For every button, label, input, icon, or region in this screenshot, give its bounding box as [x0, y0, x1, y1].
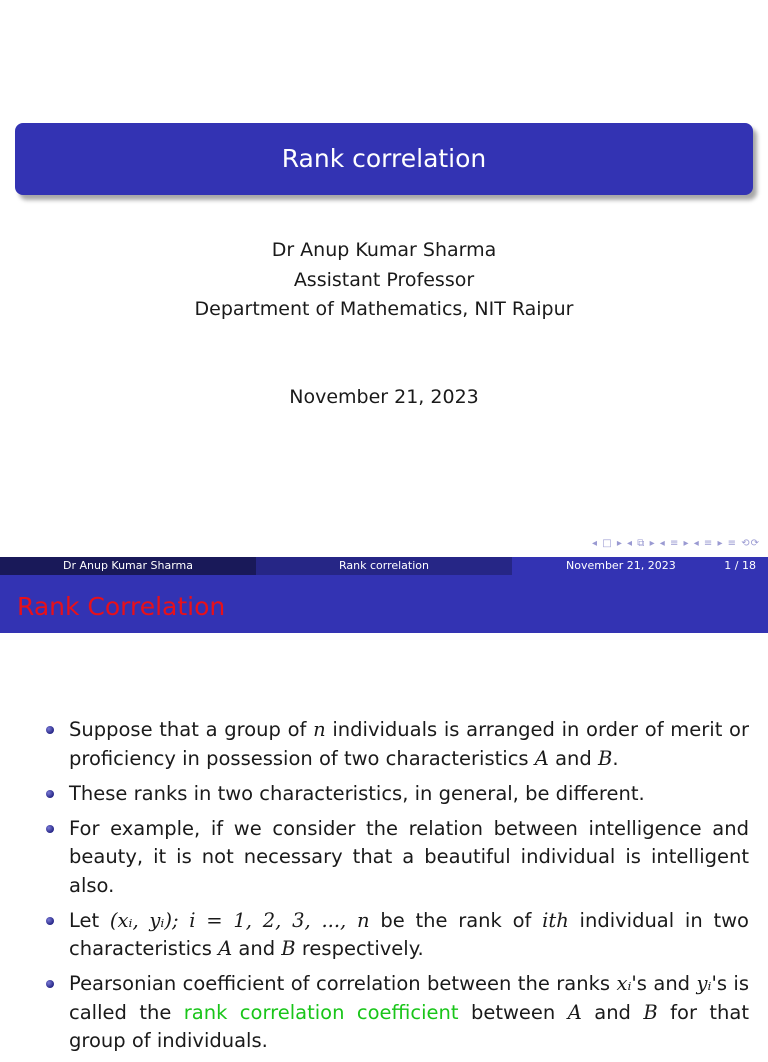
footer-date: November 21, 2023: [566, 559, 676, 572]
bullet-icon: [46, 917, 54, 925]
navigation-icons[interactable]: ◂ □ ▸ ◂ ⧉ ▸ ◂ ≡ ▸ ◂ ≡ ▸ ≡ ⟲⟳: [592, 538, 760, 549]
slide-title: Rank correlation: [281, 144, 487, 173]
highlighted-term: rank correlation coefficient: [183, 1000, 459, 1024]
author-affiliation: Department of Mathematics, NIT Raipur: [194, 298, 574, 320]
bullet-icon: [46, 825, 54, 833]
bullet-icon: [46, 790, 54, 798]
bullet-list: [44, 716, 749, 1062]
list-item: Suppose that a group of n individuals is arranged in order of merit or proficiency in possession of two characteristics A and B.: [44, 716, 749, 773]
presentation-date: November 21, 2023: [289, 386, 479, 408]
author-position: Assistant Professor: [293, 268, 475, 291]
bullet-icon: [46, 726, 54, 734]
slide-title-box: [15, 123, 753, 195]
footer-title: Rank correlation: [256, 557, 512, 575]
frame-title-bar: [0, 575, 768, 633]
list-item: These ranks in two characteristics, in general, be different.: [44, 780, 749, 809]
list-item: For example, if we consider the relation between intelligence and beauty, it is not necessary that a beautiful individual is intelligent also.: [44, 815, 749, 901]
list-item: Pearsonian coefficient of correlation between the ranks xᵢ's and yᵢ's is called the rank correlation coefficient between A and B for that group of individuals.: [44, 970, 749, 1056]
footer-bar: [0, 557, 768, 575]
frame-title: Rank Correlation: [17, 592, 226, 621]
author-name: Dr Anup Kumar Sharma: [271, 239, 497, 261]
bullet-icon: [46, 980, 54, 988]
footer-date-page: [512, 557, 768, 575]
author-block: [0, 236, 768, 325]
list-item: Let (xᵢ, yᵢ); i = 1, 2, 3, ..., n be the rank of ith individual in two characteristics A and B respectively.: [44, 907, 749, 964]
footer-page-number: 1 / 18: [724, 559, 756, 572]
footer-author: Dr Anup Kumar Sharma: [0, 557, 256, 575]
